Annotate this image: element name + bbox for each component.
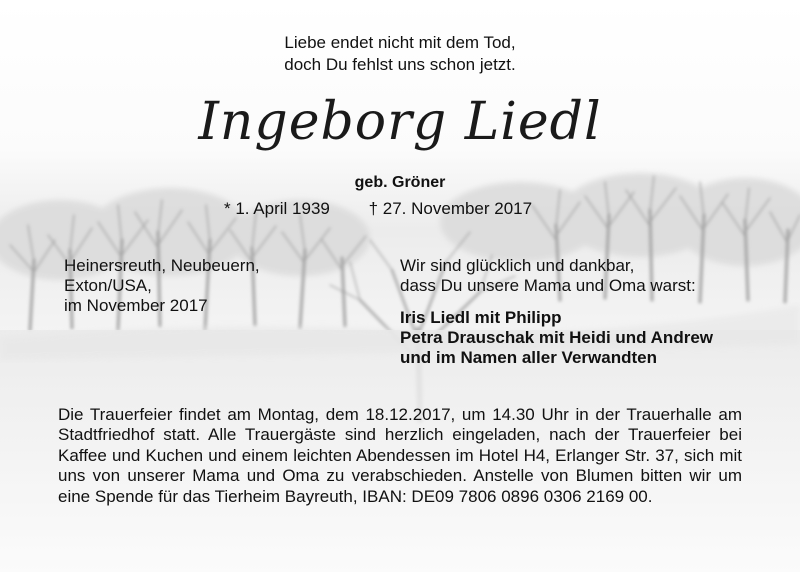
funeral-notice: Die Trauerfeier findet am Montag, dem 18.12.2017, um 14.30 Uhr in der Trauerhalle am Stadtfriedhof statt. Alle Trauergäste sind herzlich eingeladen, nach der Trauerfeier bei Kaffee und Kuchen und einem leichten Abendessen im Hotel H4, Erlanger Str. 37, sich mit uns von unserer Mama und Oma zu verabschieden. Anstelle von Blumen bitten wir um eine Spende für das Tierheim Bayreuth, IBAN: DE09 7806 0896 0306 2169 00. [58,405,742,506]
place-line: Heinersreuth, Neubeuern, [64,256,260,275]
mourner-line: und im Namen aller Verwandten [400,348,657,367]
maiden-name: geb. Gröner [354,174,446,191]
death-date: † 27. November 2017 [368,199,533,218]
verse [0,32,800,76]
gratitude-text [400,256,696,296]
mourner-line: Petra Drauschak mit Heidi und Andrew [400,328,713,347]
life-dates [224,198,532,220]
birth-date: * 1. April 1939 [224,199,330,218]
gratitude-line: Wir sind glücklich und dankbar, [400,256,635,275]
place-and-date [64,256,260,316]
gratitude-line: dass Du unsere Mama und Oma warst: [400,276,696,295]
place-line: Exton/USA, [64,276,152,295]
verse-line: doch Du fehlst uns schon jetzt. [284,55,516,74]
mourners-list [400,308,713,368]
deceased-name: Ingeborg Liedl [198,92,602,152]
mourner-line: Iris Liedl mit Philipp [400,308,562,327]
verse-line: Liebe endet nicht mit dem Tod, [284,33,516,52]
place-line: im November 2017 [64,296,208,315]
